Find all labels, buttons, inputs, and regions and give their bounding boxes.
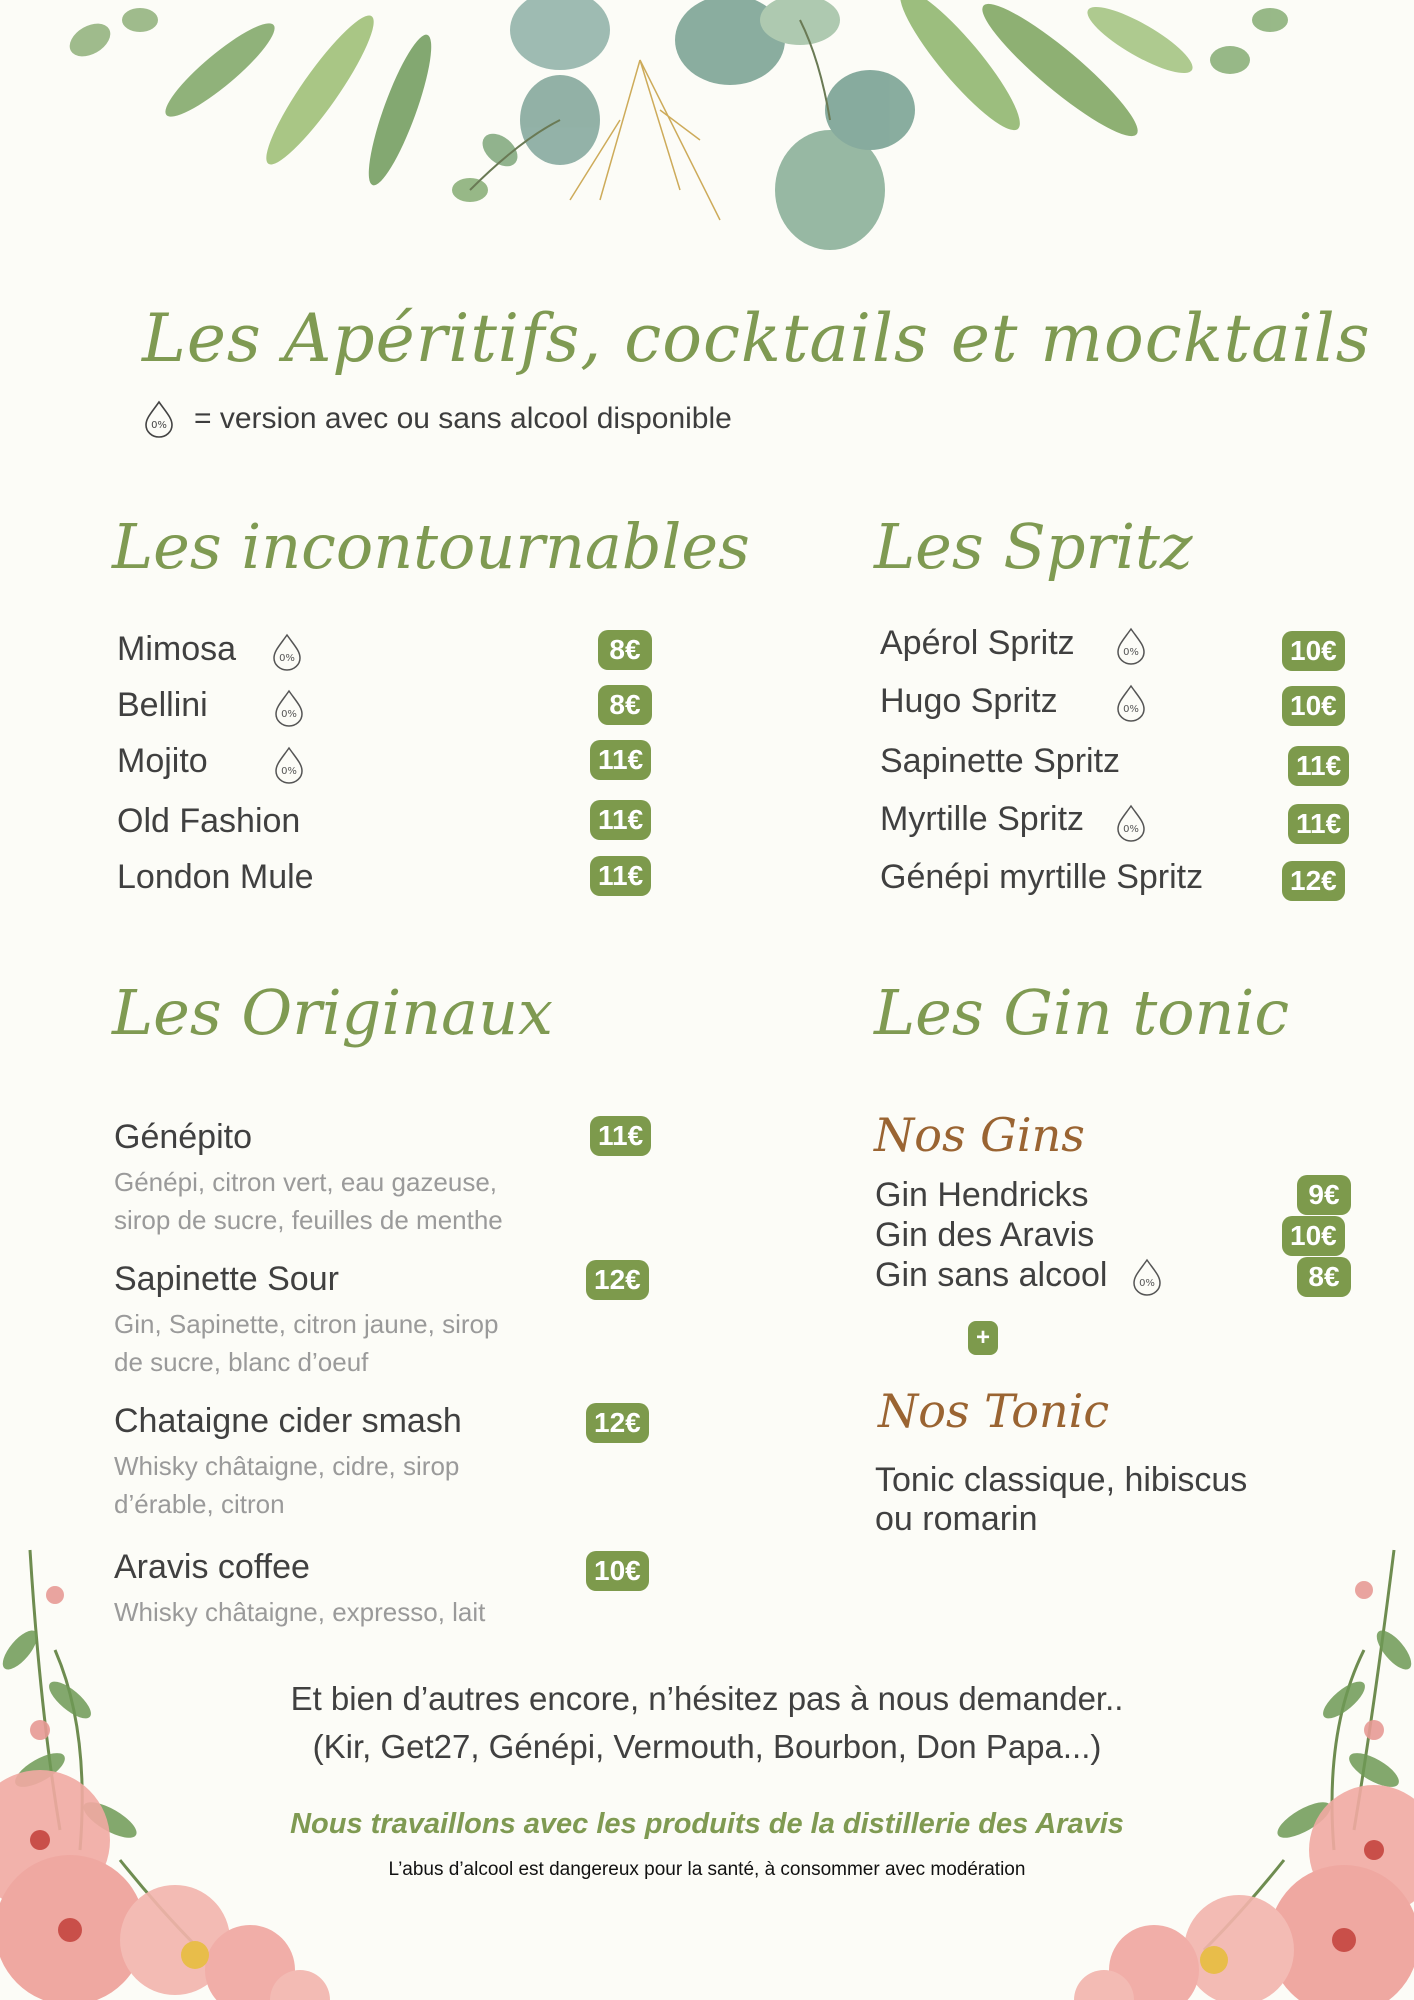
price-badge: 8€ (598, 630, 652, 670)
footer-drinks-examples: (Kir, Get27, Génépi, Vermouth, Bourbon, Don Papa...) (312, 1728, 1102, 1765)
svg-text:0%: 0% (281, 766, 297, 777)
description-line: de sucre, blanc d’oeuf (114, 1347, 369, 1377)
svg-text:0%: 0% (1139, 1278, 1155, 1289)
subsection-title-gins: Nos Gins (874, 1108, 1085, 1162)
zero-percent-drop-icon (1114, 684, 1148, 722)
footer-more-drinks: Et bien d’autres encore, n’hésitez pas à nous demander.. (290, 1680, 1124, 1717)
price-badge: 10€ (1282, 686, 1345, 726)
description-line: Whisky châtaigne, cidre, sirop (114, 1451, 460, 1481)
price-badge: 9€ (1297, 1175, 1351, 1215)
drink-name: Mojito (117, 742, 208, 780)
price-badge: 11€ (1288, 746, 1349, 786)
price-badge: 8€ (1297, 1257, 1351, 1297)
description-line: sirop de sucre, feuilles de menthe (114, 1205, 503, 1235)
eucalyptus-decoration (0, 0, 1414, 270)
drink-name: Chataigne cider smash (114, 1402, 462, 1440)
price-badge: 11€ (590, 856, 651, 896)
section-title-spritz: Les Spritz (874, 510, 1193, 583)
description-line: Whisky châtaigne, expresso, lait (114, 1597, 486, 1627)
price-badge: 10€ (586, 1551, 649, 1591)
legend-text: = version avec ou sans alcool disponible (194, 402, 732, 435)
description-line: d’érable, citron (114, 1489, 285, 1519)
price-badge: 8€ (598, 685, 652, 725)
svg-text:0%: 0% (1123, 824, 1139, 835)
zero-percent-drop-icon (270, 633, 304, 671)
zero-percent-drop-icon (142, 400, 176, 438)
section-title-gin-tonic: Les Gin tonic (874, 976, 1290, 1049)
zero-percent-drop-icon (272, 689, 306, 727)
drink-name: Génépito (114, 1118, 252, 1156)
drink-name: Hugo Spritz (880, 682, 1058, 720)
zero-percent-drop-icon (1130, 1258, 1164, 1296)
drink-description (114, 1447, 554, 1523)
footer-distillery: Nous travaillons avec les produits de la distillerie des Aravis (290, 1808, 1124, 1840)
drink-name: Apérol Spritz (880, 624, 1075, 662)
price-badge: 11€ (590, 740, 651, 780)
description-line: Génépi, citron vert, eau gazeuse, (114, 1167, 498, 1197)
drink-name: Sapinette Spritz (880, 742, 1121, 780)
tonic-options (875, 1461, 1247, 1539)
price-badge: 12€ (586, 1260, 649, 1300)
svg-text:0%: 0% (279, 653, 295, 664)
price-badge: 12€ (1282, 861, 1345, 901)
tonic-line: ou romarin (875, 1500, 1038, 1538)
drink-name: Old Fashion (117, 802, 301, 840)
zero-percent-drop-icon (272, 746, 306, 784)
tonic-line: Tonic classique, hibiscus (875, 1461, 1248, 1499)
price-badge: 11€ (1288, 804, 1349, 844)
price-badge: 10€ (1282, 1216, 1345, 1256)
section-title-incontournables: Les incontournables (112, 510, 750, 583)
gin-name: Gin des Aravis (875, 1216, 1095, 1254)
price-badge: 11€ (590, 800, 651, 840)
drink-name: London Mule (117, 858, 314, 896)
zero-percent-drop-icon (1114, 627, 1148, 665)
description-line: Gin, Sapinette, citron jaune, sirop (114, 1309, 499, 1339)
drink-name: Sapinette Sour (114, 1260, 339, 1298)
svg-text:0%: 0% (1123, 704, 1139, 715)
drink-name: Bellini (117, 686, 208, 724)
price-badge: 12€ (586, 1403, 649, 1443)
price-badge: 11€ (590, 1116, 651, 1156)
drink-name: Aravis coffee (114, 1548, 310, 1586)
zero-percent-drop-icon (1114, 804, 1148, 842)
legend (142, 400, 732, 438)
drink-name: Myrtille Spritz (880, 800, 1085, 838)
subsection-title-tonic: Nos Tonic (878, 1384, 1110, 1438)
svg-text:0%: 0% (281, 709, 297, 720)
gin-name: Gin Hendricks (875, 1176, 1089, 1214)
drink-description (114, 1305, 554, 1381)
svg-text:0%: 0% (151, 420, 167, 431)
menu-title: Les Apéritifs, cocktails et mocktails (142, 300, 1371, 377)
svg-text:0%: 0% (1123, 647, 1139, 658)
price-badge: 10€ (1282, 631, 1345, 671)
drink-name: Génépi myrtille Spritz (880, 858, 1204, 896)
gin-name: Gin sans alcool (875, 1256, 1108, 1294)
drink-description (114, 1163, 554, 1239)
footer-health-warning: L’abus d’alcool est dangereux pour la santé, à consommer avec modération (388, 1859, 1026, 1880)
drink-name: Mimosa (117, 630, 237, 668)
section-title-originaux: Les Originaux (112, 976, 553, 1049)
plus-badge: + (968, 1321, 998, 1355)
